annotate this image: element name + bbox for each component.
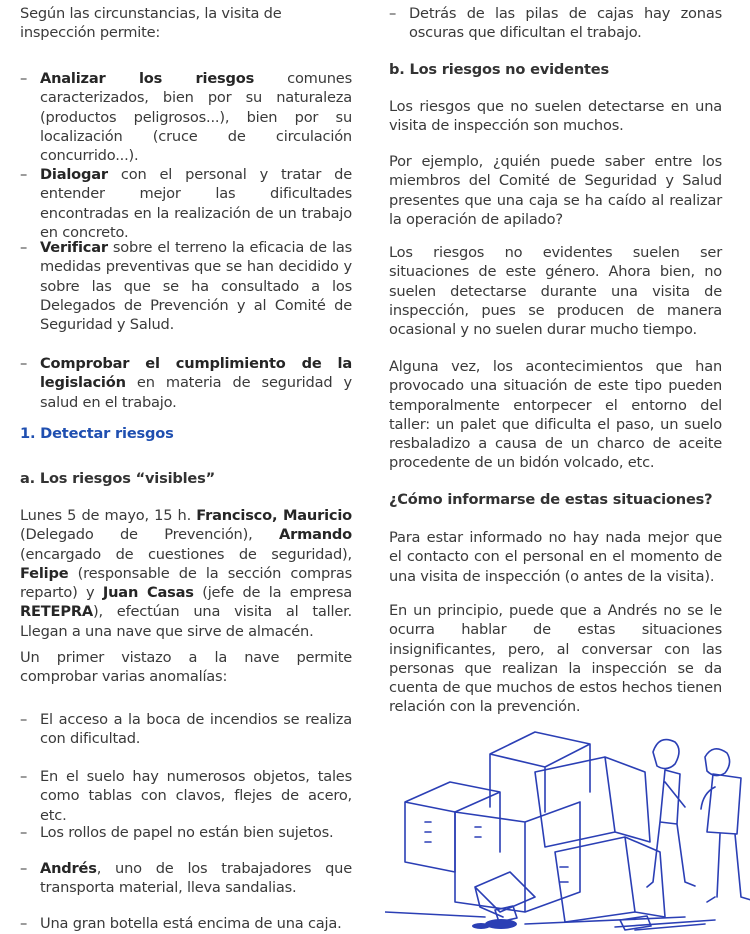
fallen-box <box>475 872 535 917</box>
anomaly-item: – En el suelo hay numerosos objetos, tales como tablas con clavos, flejes de acero, etc. <box>20 768 352 824</box>
box-center <box>535 757 650 847</box>
bullet-dark-zones: – Detrás de las pilas de cajas hay zonas oscuras que dificultan el trabajo. <box>389 5 722 42</box>
subsection-hidden-risks: b. Los riesgos no evidentes <box>389 61 609 78</box>
anomaly-item: – Una gran botella está encima de una caja. <box>20 915 342 932</box>
section-title: 1. Detectar riesgos <box>20 425 174 442</box>
glance-paragraph: Un primer vistazo a la nave permite comprobar varias anomalías: <box>20 649 352 686</box>
box-top-left <box>405 782 500 872</box>
paragraph-1: Los riesgos que no suelen detectarse en una visita de inspección son muchos. <box>389 98 722 135</box>
box-markings <box>425 822 568 882</box>
paragraph-4: Alguna vez, los acontecimientos que han provocado una situación de este tipo pueden temporalmente entorpecer el entorno del taller: un palet que dificulta el paso, un suelo resbaladizo a causa de un charco de aceite procedente de un bidón volcado, etc. <box>389 358 722 472</box>
box-right <box>555 837 665 922</box>
bullet-bold: Analizar los riesgos <box>40 70 255 87</box>
warehouse-illustration <box>385 712 750 934</box>
anomaly-item: – Andrés, uno de los trabajadores que transporta material, lleva sandalias. <box>20 860 352 897</box>
intro-paragraph: Según las circunstancias, la visita de inspección permite: <box>20 5 282 42</box>
paragraph-6: En un principio, puede que a Andrés no se le ocurra hablar de estas situaciones insignificantes, pero, al conversar con las personas que realizan la inspección se da cuenta de que muchos de estos hechos tienen relación con la prevención. <box>389 602 722 716</box>
oil-puddle-small <box>472 923 490 929</box>
question-heading: ¿Cómo informarse de estas situaciones? <box>389 491 713 508</box>
person-2 <box>701 749 750 902</box>
box-stack-back <box>490 732 590 812</box>
anomaly-item: – Los rollos de papel no están bien sujetos. <box>20 824 334 841</box>
bullet-verificar: – Verificar sobre el terreno la eficacia de las medidas preventivas que se han decidido y sobre las que se ha consultado a los Delegados de Prevención y al Comité de Seguridad y Salud. <box>20 239 352 334</box>
bullet-bold: Dialogar <box>40 166 108 183</box>
bullet-bold: Comprobar el cumplimiento de la legislación <box>40 355 352 392</box>
paragraph-3: Los riesgos no evidentes suelen ser situaciones de este género. Ahora bien, no suelen detectarse durante una visita de inspección, pues se producen de manera ocasional y no suelen durar mucho tiempo. <box>389 244 722 339</box>
person-1 <box>647 740 695 887</box>
paragraph-5: Para estar informado no hay nada mejor que el contacto con el personal en el momento de una visita de inspección (o antes de la visita). <box>389 529 722 585</box>
bullet-dialogar: – Dialogar con el personal y tratar de entender mejor las dificultades encontradas en la realización de un trabajo en concreto. <box>20 166 352 241</box>
oil-puddle <box>485 919 517 929</box>
anomaly-item: – El acceso a la boca de incendios se realiza con dificultad. <box>20 711 352 748</box>
subsection-visible-risks: a. Los riesgos “visibles” <box>20 470 216 487</box>
bullet-analizar: – Analizar los riesgos comunes caracterizados, bien por su naturaleza (productos peligrosos...), bien por su localización (cruce de circulación concurrido...). <box>20 70 352 165</box>
paragraph-2: Por ejemplo, ¿quién puede saber entre los miembros del Comité de Seguridad y Salud presentes que una caja se ha caído al realizar la operación de apilado? <box>389 153 722 228</box>
bullet-comprobar: – Comprobar el cumplimiento de la legislación en materia de seguridad y salud en el trabajo. <box>20 355 352 411</box>
bullet-bold: Verificar <box>40 239 108 256</box>
story-paragraph: Lunes 5 de mayo, 15 h. Francisco, Mauricio (Delegado de Prevención), Armando (encargado de cuestiones de seguridad), Felipe (responsable de la sección compras reparto) y Juan Casas (jefe de la empresa RETEPRA), efectúan una visita al taller. Llegan a una nave que sirve de almacén. <box>20 507 353 640</box>
